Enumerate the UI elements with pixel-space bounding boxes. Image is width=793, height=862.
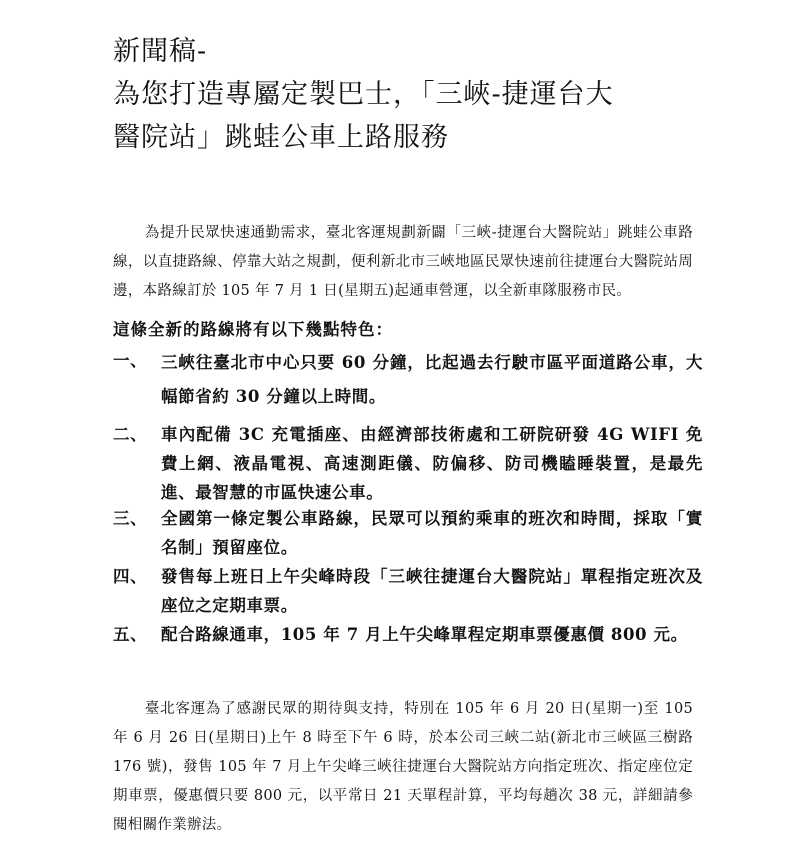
feature-number: 三、 [113,509,148,528]
title-line-headline-2: 醫院站」跳蛙公車上路服務 [113,122,449,153]
press-release-title [113,30,753,159]
feature-number: 一、 [113,351,148,370]
feature-text: 車內配備 3C 充電插座、由經濟部技術處和工研院研發 4G WIFI 免費上網、液晶電視、高速測距儀、防偏移、防司機瞌睡裝置，是最先進、最智慧的市區快速公車。 [161,425,703,502]
feature-text: 發售每上班日上午尖峰時段「三峽往捷運台大醫院站」單程指定班次及座位之定期車票。 [161,567,703,615]
feature-text: 全國第一條定製公車路線，民眾可以預約乘車的班次和時間，採取「實名制」預留座位。 [161,509,703,557]
feature-number: 二、 [113,425,148,444]
title-line-headline-1: 為您打造專屬定製巴士，「三峽-捷運台大 [113,79,614,110]
feature-text: 配合路線通車，105 年 7 月上午尖峰單程定期車票優惠價 800 元。 [161,625,688,644]
title-line-label: 新聞稿- [113,36,208,67]
feature-text: 三峽往臺北市中心只要 60 分鐘，比起過去行駛市區平面道路公車，大幅節省約 30 分鐘以上時間。 [161,353,703,406]
feature-item-4 [113,562,703,620]
feature-item-2 [113,420,703,507]
feature-number: 四、 [113,567,148,586]
intro-paragraph: 為提升民眾快速通勤需求，臺北客運規劃新闢「三峽-捷運台大醫院站」跳蛙公車路線，以直捷路線、停靠大站之規劃，便利新北市三峽地區民眾快速前往捷運台大醫院站周邊，本路線訂於 105 年 7 月 1 日(星期五)起通車營運，以全新車隊服務市民。 [113,224,693,299]
feature-item-1 [113,346,703,414]
features-heading: 這條全新的路線將有以下幾點特色： [113,320,393,339]
feature-number: 五、 [113,625,148,644]
closing-paragraph: 臺北客運為了感謝民眾的期待與支持，特別在 105 年 6 月 20 日(星期一)至 105 年 6 月 26 日(星期日)上午 8 時至下午 6 時，於本公司三峽二站(新北市三峽區三樹路 176 號)，發售 105 年 7 月上午尖峰三峽往捷運台大醫院站方向指定班次、指定座位定期車票，優惠價只要 800 元，以平常日 21 天單程計算，平均每趟次 38 元，詳細請參閱相關作業辦法。 [113,700,693,833]
feature-item-3 [113,504,703,562]
feature-item-5 [113,620,703,649]
